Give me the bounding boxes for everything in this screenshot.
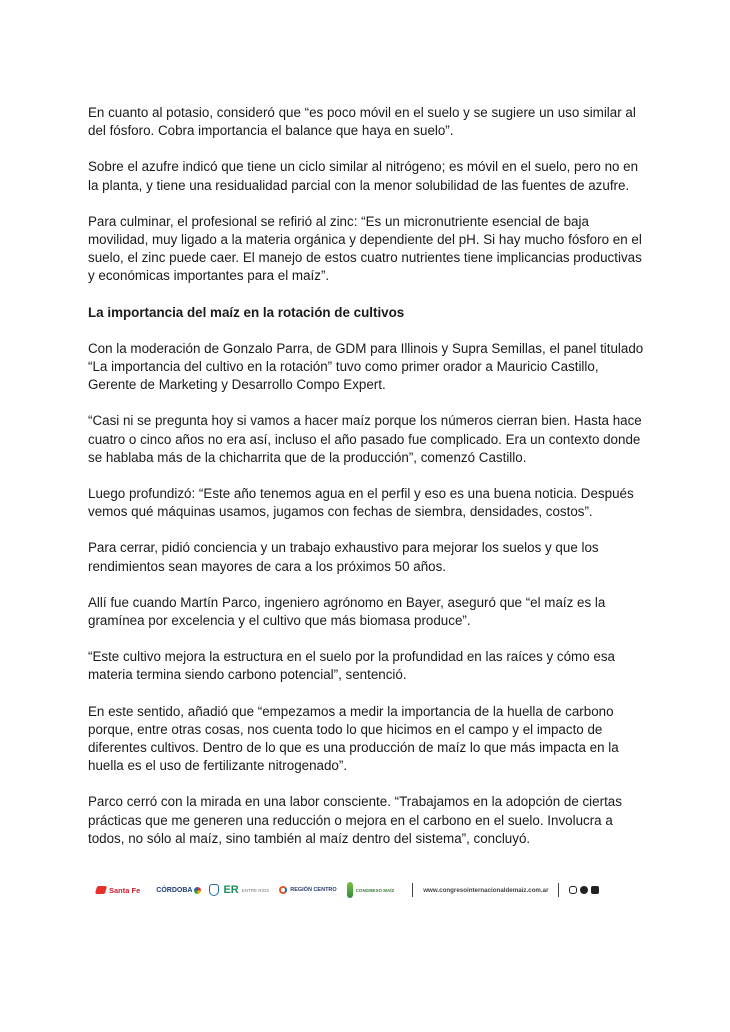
region-centro-logo: REGIÓN CENTRO [279,886,336,894]
cordoba-logo: CÓRDOBA [156,887,201,894]
paragraph-azufre: Sobre el azufre indicó que tiene un ciclo similar al nitrógeno; es móvil en el suelo, pero no en la planta, y tiene una residualidad parcial con la menor solubilidad de las fuentes de azufre. [88,159,639,193]
paragraph-huella: En este sentido, añadió que “empezamos a medir la importancia de la huella de carbono porque, entre otras cosas, nos cuenta todo lo que hicimos en el campo y el impacto de diferentes cultivos. Dentro de lo que es una producción de maíz lo que más impacta en la huella es el uso de fertilizante nitrogenado”. [88,703,619,774]
paragraph-parco: Allí fue cuando Martín Parco, ingeniero agrónomo en Bayer, aseguró que “el maíz es la gramínea por excelencia y el cultivo que más biomasa produce”. [88,594,606,629]
paragraph-zinc: Para culminar, el profesional se refirió al zinc: “Es un micronutriente esencial de baja movilidad, muy ligado a la materia orgánica y dependiente del pH. Si hay mucho fósforo en el suelo, el zinc puede caer. El manejo de estos cuatro nutrientes tiene implicancias productivas y económicas importantes para el maíz”. [88,213,642,284]
santa-fe-mark-icon [95,886,107,894]
congreso-maiz-logo: CONGRESO MAÍZ [347,882,395,898]
corn-stalk-icon [347,882,353,898]
footer-divider [412,883,413,897]
congress-website-link[interactable]: www.congresointernacionaldemaiz.com.ar [423,886,549,894]
entre-rios-logo: ER ENTRE RÍOS [209,884,269,896]
paragraph-conciencia: Para cerrar, pidió conciencia y un trabajo exhaustivo para mejorar los suelos y que los rendimientos sean mayores de cara a los próximos 50 años. [88,540,599,574]
social-links [569,886,599,894]
region-ring-icon [279,886,287,894]
instagram-icon[interactable] [569,886,577,894]
paragraph-cierre: Parco cerró con la mirada en una labor consciente. “Trabajamos en la adopción de ciertas prácticas que me generen una reducción o mejora en el carbono en el suelo. Involucra a todos, no sólo al maíz, sino también al maíz dentro del sistema”, concluyó. [88,794,622,846]
crest-icon [209,884,219,896]
document-body [88,104,648,866]
footer-divider-2 [558,883,559,897]
youtube-icon[interactable] [580,886,588,894]
section-heading: La importancia del maíz en la rotación de cultivos [88,304,405,320]
paragraph-profundizo: Luego profundizó: “Este año tenemos agua en el perfil y eso es una buena noticia. Después vemos qué máquinas usamos, jugamos con fechas de siembra, densidades, costos”. [88,486,634,520]
paragraph-castillo-quote: “Casi ni se pregunta hoy si vamos a hacer maíz porque los números cierran bien. Hasta hace cuatro o cinco años no era así, incluso el año pasado fue complicado. Era un contexto donde se hablaba más de la chicharrita que de la producción”, comenzó Castillo. [88,413,642,465]
footer-sponsors [96,878,636,902]
paragraph-moderacion: Con la moderación de Gonzalo Parra, de GDM para Illinois y Supra Semillas, el panel titulado “La importancia del cultivo en la rotación” tuvo como primer orador a Mauricio Castillo, Gerente de Marketing y Desarrollo Compo Expert. [88,340,644,393]
santa-fe-logo: Santa Fe [96,886,140,895]
cordoba-mark-icon [194,887,201,894]
paragraph-estructura: “Este cultivo mejora la estructura en el suelo por la profundidad en las raíces y cómo esa materia termina siendo carbono potencial”, sentenció. [88,649,615,683]
linkedin-icon[interactable] [591,886,599,894]
paragraph-potasio: En cuanto al potasio, consideró que “es poco móvil en el suelo y se sugiere un uso similar al del fósforo. Cobra importancia el balance que haya en suelo”. [88,105,636,139]
